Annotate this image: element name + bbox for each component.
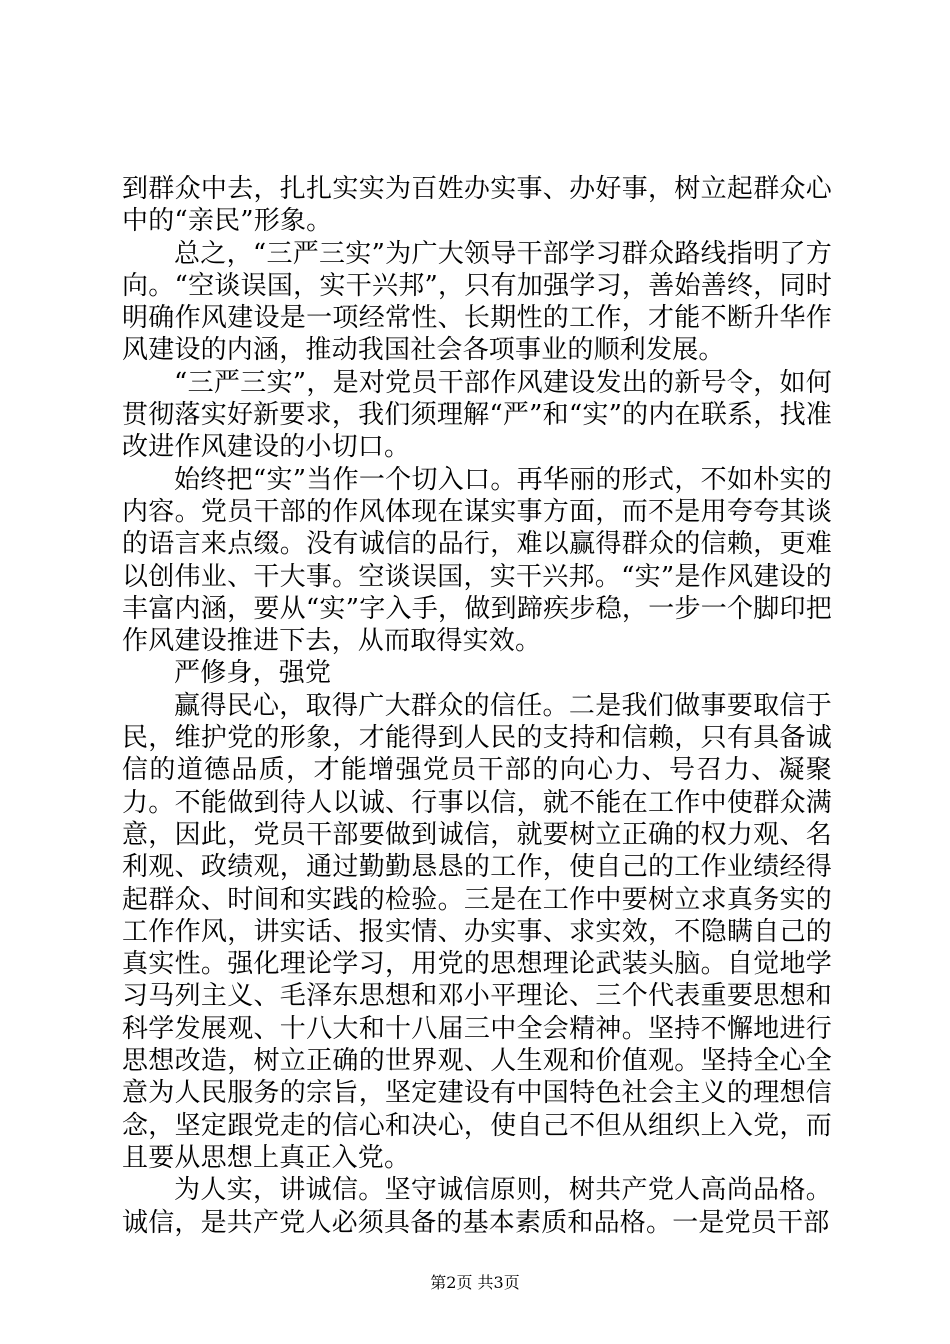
paragraph-1: 到群众中去，扎扎实实为百姓办实事、办好事，树立起群众心中的“亲民”形象。: [122, 174, 832, 237]
paragraph-4: 始终把“实”当作一个切入口。再华丽的形式，不如朴实的内容。党员干部的作风体现在谋实事方面，而不是用夸夸其谈的语言来点缀。没有诚信的品行，难以赢得群众的信赖，更难以创伟业、干大事。空谈误国，实干兴邦。“实”是作风建设的丰富内涵，要从“实”字入手，做到蹄疾步稳，一步一个脚印把作风建设推进下去，从而取得实效。: [122, 464, 832, 657]
document-body: [122, 173, 832, 1239]
paragraph-3: “三严三实”，是对党员干部作风建设发出的新号令，如何贯彻落实好新要求，我们须理解“严”和“实”的内在联系，找准改进作风建设的小切口。: [122, 367, 832, 463]
paragraph-6: 为人实，讲诚信。坚守诚信原则，树共产党人高尚品格。诚信，是共产党人必须具备的基本素质和品格。一是党员干部: [122, 1175, 832, 1238]
page-footer: 第2页 共3页: [430, 1273, 520, 1292]
paragraph-5: 赢得民心，取得广大群众的信任。二是我们做事要取信于民，维护党的形象，才能得到人民的支持和信赖，只有具备诚信的道德品质，才能增强党员干部的向心力、号召力、凝聚力。不能做到待人以诚、行事以信，就不能在工作中使群众满意，因此，党员干部要做到诚信，就要树立正确的权力观、名利观、政绩观，通过勤勤恳恳的工作，使自己的工作业绩经得起群众、时间和实践的检验。三是在工作中要树立求真务实的工作作风，讲实话、报实情、办实事、求实效，不隐瞒自己的真实性。强化理论学习，用党的思想理论武装头脑。自觉地学习马列主义、毛泽东思想和邓小平理论、三个代表重要思想和科学发展观、十八大和十八届三中全会精神。坚持不懈地进行思想改造，树立正确的世界观、人生观和价值观。坚持全心全意为人民服务的宗旨，坚定建设有中国特色社会主义的理想信念，坚定跟党走的信心和决心，使自己不但从组织上入党，而且要从思想上真正入党。: [122, 690, 832, 1173]
paragraph-2: 总之，“三严三实”为广大领导干部学习群众路线指明了方向。“空谈误国，实干兴邦”，只有加强学习，善始善终，同时明确作风建设是一项经常性、长期性的工作，才能不断升华作风建设的内涵，推动我国社会各项事业的顺利发展。: [122, 238, 832, 366]
section-heading: 严修身，强党: [174, 658, 332, 689]
